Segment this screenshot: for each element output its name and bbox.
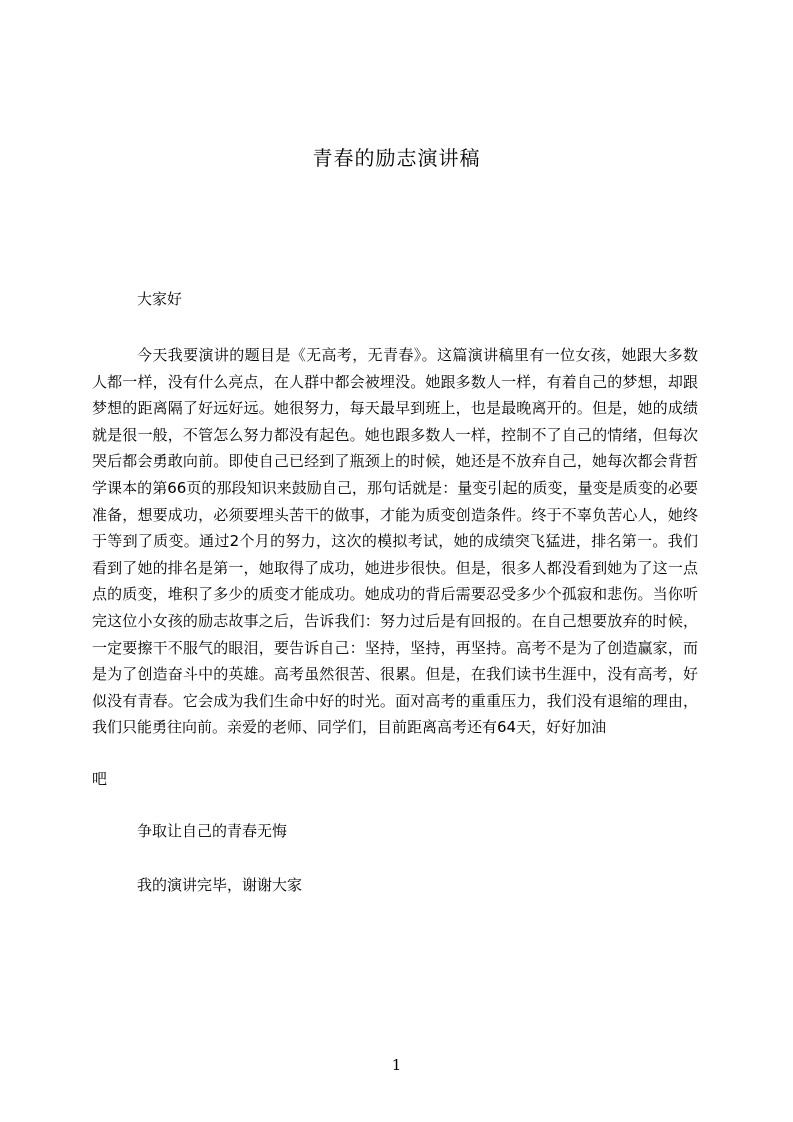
page-title: 青春的励志演讲稿 xyxy=(312,146,481,170)
ending-paragraph: 我的演讲完毕，谢谢大家 xyxy=(137,876,303,894)
page-number: 1 xyxy=(391,1056,402,1074)
greeting-text: 大家好 xyxy=(137,290,183,308)
main-paragraph-end: 吧 xyxy=(92,770,108,788)
closing-paragraph: 争取让自己的青春无悔 xyxy=(137,822,288,840)
main-paragraph: 今天我要演讲的题目是《无高考，无青春》。这篇演讲稿里有一位女孩，她跟大多数人都一样，没有什么亮点，在人群中都会被埋没。她跟多数人一样，有着自己的梦想，却跟梦想的距离隔了好远好远。她很努力，每天最早到班上，也是最晚离开的。但是，她的成绩就是很一般，不管怎么努力都没有起色。她也跟多数人一样，控制不了自己的情绪，但每次哭后都会勇敢向前。即使自己已经到了瓶颈上的时候，她还是不放弃自己，她每次都会背哲学课本的第66页的那段知识来鼓励自己，那句话就是：量变引起的质变，量变是质变的必要准备，想要成功，必须要埋头苦干的做事，才能为质变创造条件。终于不辜负苦心人，她终于等到了质变。通过2个月的努力，这次的模拟考试，她的成绩突飞猛进，排名第一。我们看到了她的排名是第一，她取得了成功，她进步很快。但是，很多人都没看到她为了这一点点的质变，堆积了多少的质变才能成功。她成功的背后需要忍受多少个孤寂和悲伤。当你听完这位小女孩的励志故事之后，告诉我们：努力过后是有回报的。在自己想要放弃的时候，一定要擦干不服气的眼泪，要告诉自己：坚持，坚持，再坚持。高考不是为了创造赢家，而是为了创造奋斗中的英雄。高考虽然很苦、很累。但是，在我们读书生涯中，没有高考，好似没有青春。它会成为我们生命中好的时光。面对高考的重重压力，我们没有退缩的理由，我们只能勇往向前。亲爱的老师、同学们，目前距离高考还有64天，好好加油 xyxy=(92,346,698,737)
